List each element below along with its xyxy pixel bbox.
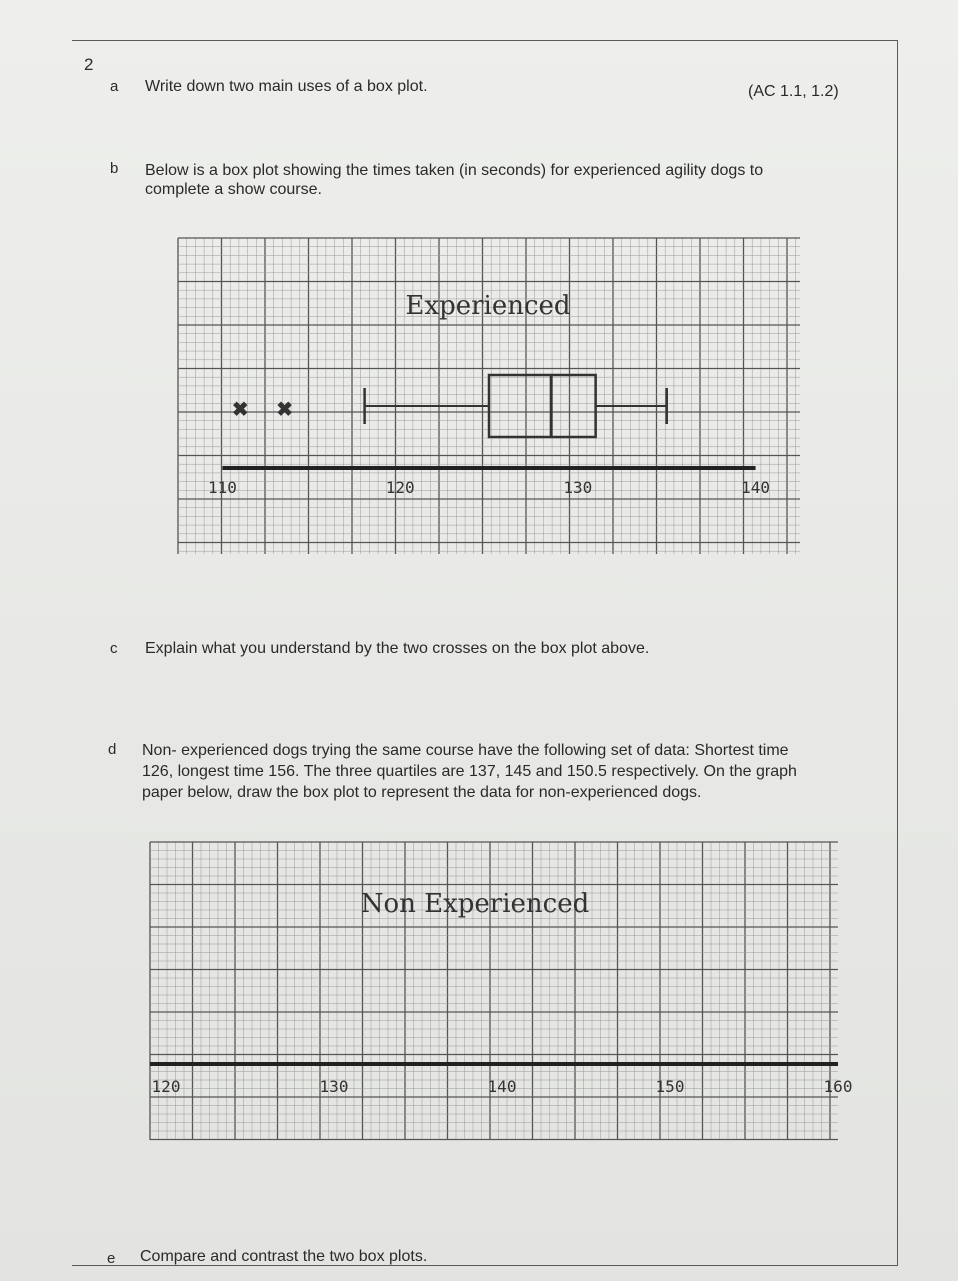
tick-label: 110 — [207, 478, 237, 497]
part-e-text: Compare and contrast the two box plots. — [140, 1248, 428, 1265]
part-b-line2: complete a show course. — [145, 181, 322, 198]
part-d-letter: d — [108, 741, 117, 758]
part-d-line1: Non- experienced dogs trying the same course have the following set of data: Shortest time — [142, 742, 789, 759]
outlier-cross-mark: ✖ — [231, 399, 249, 421]
part-d-line2: 126, longest time 156. The three quartiles are 137, 145 and 150.5 respectively. On the graph — [142, 763, 797, 780]
part-c-text: Explain what you understand by the two crosses on the box plot above. — [145, 640, 650, 657]
tick-label: 120 — [151, 1077, 181, 1096]
part-a-letter: a — [110, 78, 119, 95]
experienced-boxplot-graph — [178, 238, 800, 554]
experienced-chart-title: Experienced — [405, 291, 571, 321]
part-d-line3: paper below, draw the box plot to represent the data for non-experienced dogs. — [142, 784, 702, 801]
outlier-cross-mark: ✖ — [276, 399, 294, 421]
tick-label: 160 — [823, 1077, 853, 1096]
interquartile-box — [489, 375, 596, 437]
part-a-text: Write down two main uses of a box plot. — [145, 78, 428, 95]
part-e-letter: e — [107, 1250, 116, 1267]
tick-label: 120 — [385, 478, 415, 497]
tick-label: 140 — [487, 1077, 517, 1096]
non-experienced-chart-title: Non Experienced — [360, 889, 590, 919]
tick-label: 150 — [655, 1077, 685, 1096]
part-b-line1: Below is a box plot showing the times taken (in seconds) for experienced agility dogs to — [145, 162, 764, 179]
non-experienced-graph — [150, 842, 853, 1140]
tick-label: 130 — [319, 1077, 349, 1096]
part-b-letter: b — [110, 160, 119, 177]
tick-label: 130 — [563, 478, 593, 497]
experienced-boxplot-svg — [178, 238, 800, 554]
part-c-letter: c — [110, 640, 118, 657]
tick-label: 140 — [741, 478, 771, 497]
non-experienced-svg — [150, 842, 853, 1140]
question-number: 2 — [84, 55, 94, 74]
part-a-marks: (AC 1.1, 1.2) — [748, 83, 839, 100]
